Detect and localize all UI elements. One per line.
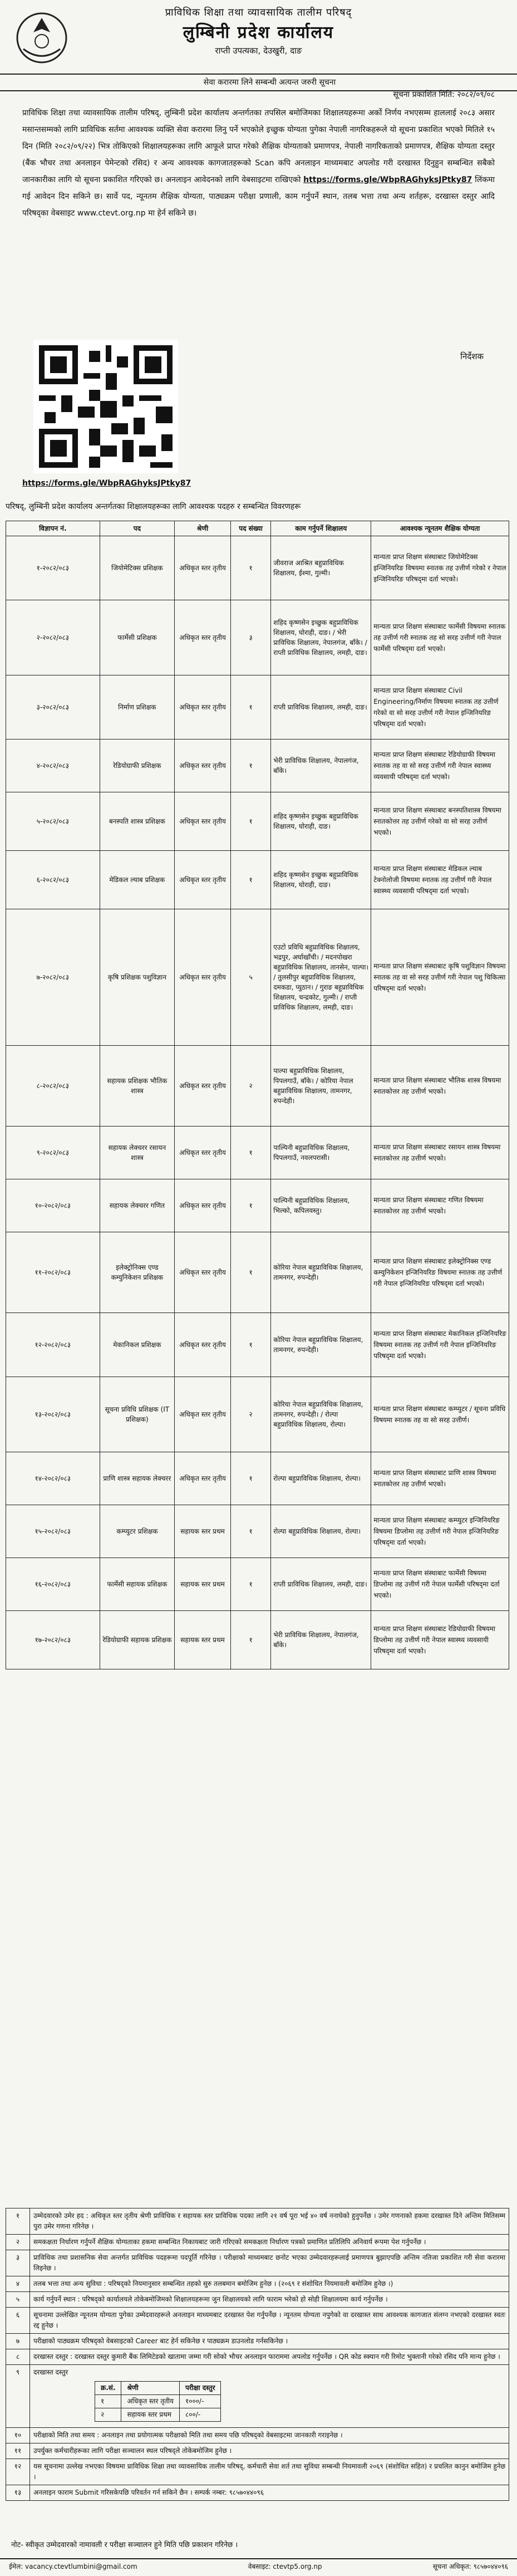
- notes-table: [6, 2208, 509, 2501]
- note-text-content: कार्य गर्नुपर्ने स्थान : परिषद्को कार्यालयले तोकेबमोजिमको शिक्षालयहरूमा जुन शिक्षालयको लागि फाराम भरेको हो सोही शिक्षालयमा कार्य गर्नुपर्नेछ ।: [33, 2295, 388, 2303]
- qual-cell: मान्यता प्राप्त शिक्षण संस्थाबाट रेडियोग्राफी विषयमा स्नातक तह वा सो सरह उत्तीर्ण गरी नेपाल स्वास्थ्य व्यवसायी परिषद्‌मा दर्ता भएको।: [371, 740, 509, 792]
- qual-cell: मान्यता प्राप्त शिक्षण संस्थाबाट मेडिकल ल्याब टेक्नोलोजी विषयमा स्नातक तह उत्तीर्ण गरी नेपाल स्वास्थ्य व्यवसायी परिषद्‌मा दर्ता भएको।: [371, 851, 509, 909]
- fee-header-row: [95, 2382, 221, 2395]
- table-row: [6, 1558, 509, 1611]
- school-cell: शहिद कृष्णसेन इच्छुक बहुप्राविधिक शिक्षालय, घोराही, दाङ।: [271, 851, 371, 909]
- count-cell: १: [230, 1179, 270, 1232]
- school-cell: एउटो प्रविधि बहुप्राविधिक शिक्षालय, भद्रपुर, अर्घाखाँची। / मदनपोखरा बहुप्राविधिक शिक्षालय, तानसेन, पाल्पा। / तुलसीपुर बहुप्राविधिक शिक्षालय, दमकडा, प्युठान। / गुराङ बहुप्राविधिक शिक्षालय, चन्द्रकोट, गुल्मी। / राप्ती प्राविधिक शिक्षालय, लमही, दाङ।: [271, 909, 371, 1046]
- post-cell: जियोमेटिक्स प्रशिक्षक: [100, 536, 175, 600]
- note-row: [6, 2485, 509, 2501]
- count-cell: १: [230, 1127, 270, 1179]
- footer: [0, 2558, 517, 2574]
- qual-cell: मान्यता प्राप्त शिक्षण संस्थाबाट Civil Engineering/निर्माण विषयमा स्नातक तह उत्तीर्ण गरेको वा सो सरह उत्तीर्ण गरी नेपाल इन्जिनियरिङ परिषद्‌मा दर्ता भएको।: [371, 675, 509, 740]
- adv-cell: १५-२०८२/०८३: [6, 1505, 100, 1558]
- note-text: [30, 2443, 509, 2459]
- fee-row: [95, 2408, 221, 2422]
- level-cell: अधिकृत स्तर तृतीय: [175, 600, 231, 675]
- adv-cell: ९-२०८२/०८३: [6, 1127, 100, 1179]
- note-text-content: परीक्षाको पाठ्यक्रम परिषद्को वेबसाइटको Career बाट हेर्न सकिनेछ र पाठ्यक्रम डाउनलोड गर्नसकिनेछ ।: [33, 2337, 288, 2345]
- adv-cell: ७-२०८२/०८३: [6, 909, 100, 1046]
- adv-cell: ६-२०८२/०८३: [6, 851, 100, 909]
- count-cell: १: [230, 851, 270, 909]
- note-text-content: परीक्षाको मिति तथा समय : अनलाइन तथा प्रयोगात्मक परीक्षाको मिति तथा समय पछि परिषद्को वेबसाइटमा जानकारी गराइनेछ ।: [33, 2431, 343, 2439]
- table-row: [6, 1452, 509, 1505]
- level-cell: अधिकृत स्तर तृतीय: [175, 909, 231, 1046]
- note-number: ४: [6, 2276, 30, 2292]
- school-cell: कोरिया नेपाल बहुप्राविधिक शिक्षालय, तामनगर, रुपन्देही।: [271, 1313, 371, 1377]
- note-text-content: सूचनामा उल्लेखित न्यूनतम योग्यता पुगेका उम्मेदवारहरूले अनलाइन माध्यमबाट दरखास्त पेश गर्नुपर्नेछ । न्यूनतम योग्यता नपुगेको वा दरखास्त साथ आवश्यक कागजात संलग्न नभएको दरखास्त स्वतः रद्द हुनेछ ।: [33, 2311, 505, 2329]
- level-cell: अधिकृत स्तर तृतीय: [175, 1232, 231, 1313]
- count-cell: १: [230, 740, 270, 792]
- publish-date: सूचना प्रकाशित मिति: २०८२/०९/०८: [393, 90, 495, 99]
- adv-cell: १-२०८२/०८३: [6, 536, 100, 600]
- school-cell: पाल्पिनी बहुप्राविधिक शिक्षालय, पिपलगाउँ, नवलपरासी।: [271, 1127, 371, 1179]
- school-cell: राप्ती प्राविधिक शिक्षालय, लमही, दाङ।: [271, 1558, 371, 1611]
- note-text: [30, 2485, 509, 2501]
- post-cell: रेडियोग्राफी सहायक प्रशिक्षक: [100, 1611, 175, 1669]
- note-number: ११: [6, 2443, 30, 2459]
- count-cell: १: [230, 1558, 270, 1611]
- fee-header: श्रेणी: [121, 2382, 180, 2395]
- note-text-content: अनलाइन फाराम Submit गरिसकेपछि परिवर्तन गर्न सकिने छैन । सम्पर्क नम्बर: ९८५७०४४०९६: [33, 2489, 264, 2496]
- count-cell: १: [230, 1505, 270, 1558]
- table-caption: परिषद्, लुम्बिनी प्रदेश कार्यालय अन्तर्गतका शिक्षालयहरूका लागि आवश्यक पदहरु र सम्बन्धित विवरणहरू: [6, 502, 301, 511]
- school-cell: कोरिया नेपाल बहुप्राविधिक शिक्षालय, तामनगर, रुपन्देही।: [271, 1232, 371, 1313]
- qual-cell: मान्यता प्राप्त शिक्षण संस्थाबाट बनस्पतिशास्त्र विषयमा स्नातकोत्तर तह उत्तीर्ण गरेको वा सो सरह उत्तीर्ण भएको।: [371, 792, 509, 851]
- level-cell: अधिकृत स्तर तृतीय: [175, 792, 231, 851]
- note-text: [30, 2292, 509, 2308]
- count-cell: १: [230, 675, 270, 740]
- school-cell: राप्ती प्राविधिक शिक्षालय, लमही, दाङ।: [271, 675, 371, 740]
- note-text-content: प्राविधिक तथा प्रशासनिक सेवा अन्तर्गत प्राविधिक पदहरूमा पदपूर्ति गरिनेछ । परीक्षाको माध्यमबाट छनोट भएका उम्मेदवारहरूलाई प्रमाणपत्र बुझाएपछि अन्तिम नतिजा प्रकाशित गरी सेवा करारमा लिइनेछ ।: [33, 2254, 505, 2272]
- table-row: [6, 792, 509, 851]
- note-row: [6, 2428, 509, 2443]
- table-row: [6, 1505, 509, 1558]
- level-cell: सहायक स्तर प्रथम: [175, 1505, 231, 1558]
- note-number: २: [6, 2235, 30, 2250]
- qual-cell: मान्यता प्राप्त शिक्षण संस्थाबाट फार्मेसी विषयमा डिप्लोमा तह उत्तीर्ण गरी नेपाल फार्मेसी परिषद्‌मा दर्ता भएको।: [371, 1558, 509, 1611]
- post-cell: सहायक लेक्चरर रसायन शास्त्र: [100, 1127, 175, 1179]
- qual-cell: मान्यता प्राप्त शिक्षण संस्थाबाट गणित विषयमा स्नातकोत्तर तह उत्तीर्ण भएको।: [371, 1179, 509, 1232]
- table-row: [6, 1313, 509, 1377]
- note-row: [6, 2308, 509, 2334]
- count-cell: ३: [230, 600, 270, 675]
- nepal-emblem-icon: [11, 10, 72, 66]
- note-number: ७: [6, 2334, 30, 2349]
- count-cell: ५: [230, 909, 270, 1046]
- post-cell: इलेक्ट्रोनिक्स एण्ड कम्युनिकेशन प्रशिक्षक: [100, 1232, 175, 1313]
- level-cell: सहायक स्तर प्रथम: [175, 1558, 231, 1611]
- col-school: काम गर्नुपर्ने शिक्षालय: [271, 521, 371, 536]
- intro-text-2: लिंकमा गई आवेदन दिन सकिने छ। सार्वे पद, न्यूनतम शैक्षिक योग्यता, पाठ्यक्रम परीक्षा प्रणाली, काम गर्नुपर्ने स्थान, तलब भत्ता तथा अन्य शर्तहरू, दरखास्त दस्तुर आदि परिषद्का वेबसाइट www.ctevt.org.np मा हेर्न सकिने छ।: [22, 175, 495, 218]
- table-row: [6, 1611, 509, 1669]
- council-name: प्राविधिक शिक्षा तथा व्यावसायिक तालीम परिषद्: [165, 7, 352, 18]
- note-number: १०: [6, 2428, 30, 2443]
- adv-cell: ४-२०८२/०८३: [6, 740, 100, 792]
- note-text: [30, 2334, 509, 2349]
- qual-cell: मान्यता प्राप्त शिक्षण संस्थाबाट भौतिक शास्त्र विषयमा स्नातकोत्तर तह उत्तीर्ण भएको।: [371, 1046, 509, 1127]
- note-text: [30, 2276, 509, 2292]
- count-cell: २: [230, 1046, 270, 1127]
- level-cell: सहायक स्तर प्रथम: [175, 1611, 231, 1669]
- note-row: [6, 2459, 509, 2485]
- fee-header: परीक्षा दस्तुर: [179, 2382, 221, 2395]
- qual-cell: मान्यता प्राप्त शिक्षण संस्थाबाट रसायन शास्त्र विषयमा स्नातकोत्तर तह उत्तीर्ण भएको।: [371, 1127, 509, 1179]
- note-row: [6, 2334, 509, 2349]
- adv-cell: ८-२०८२/०८३: [6, 1046, 100, 1127]
- post-cell: फार्मेसी प्रशिक्षक: [100, 600, 175, 675]
- note-text-content: दरखास्त दस्तुर : दरखास्त दस्तुर कुमारी बैंक लिमिटेडको खातामा जम्मा गरी सोको भौचर अनलाइन फाराममा अपलोड गर्नुपर्नेछ । QR कोड स्क्यान गरी रिमोट भुक्तानी गरेको रसिद पनि मान्य हुनेछ ।: [33, 2353, 500, 2360]
- note-text-content: यस सूचनामा उल्लेख नभएका विषयमा प्राविधिक शिक्षा तथा व्यावसायिक तालीम परिषद्, कर्मचारी सेवा शर्त तथा सुविधा सम्बन्धी नियमावली २०६९ (संशोधित सहित) र प्रचलित कानुन बमोजिम हुनेछ ।: [33, 2462, 505, 2481]
- school-cell: शहिद कृष्णसेन इच्छुक बहुप्राविधिक शिक्षालय, घोराही, दाङ।: [271, 792, 371, 851]
- fee-cell: ८००/-: [179, 2408, 221, 2422]
- adv-cell: ११-२०८२/०८३: [6, 1232, 100, 1313]
- school-cell: भेरी प्राविधिक शिक्षालय, नेपालगंज, बाँके।: [271, 1611, 371, 1669]
- count-cell: २: [230, 1377, 270, 1452]
- qual-cell: मान्यता प्राप्त शिक्षण संस्थाबाट कम्प्युटर इन्जिनियरिङ विषयमा डिप्लोमा तह उत्तीर्ण गरी नेपाल इन्जिनियरिङ परिषद्‌मा दर्ता भएको।: [371, 1505, 509, 1558]
- table-row: [6, 740, 509, 792]
- qual-cell: मान्यता प्राप्त शिक्षण संस्थाबाट रेडियोग्राफी विषयमा डिप्लोमा तह उत्तीर्ण गरी नेपाल स्वास्थ्य व्यवसायी परिषद्‌मा दर्ता भएको।: [371, 1611, 509, 1669]
- note-row: [6, 2276, 509, 2292]
- count-cell: १: [230, 536, 270, 600]
- post-cell: निर्माण प्रशिक्षक: [100, 675, 175, 740]
- intro-text: प्राविधिक शिक्षा तथा व्यावसायिक तालीम परिषद्, लुम्बिनी प्रदेश कार्यालय अन्तर्गतका तपसिल बमोजिमका शिक्षालयहरूमा अर्को निर्णय नभएसम्म हाललाई २०८३ असार मसान्तसम्मको लागि प्राविधिक सर्तमा आवश्यक व्यक्ति सेवा करारमा लिनु पर्ने भएकोले इच्छुक योग्यता पुगेका नेपाली नागरिकहरूले यो सूचना प्रकाशित भएको मितिले १५ दिन (मिति २०८२/०९/२२) भित्र तोकिएको शिक्षालयहरूका लागि आफूले प्राप्त गरेको शैक्षिक योग्यताको प्रमाणपत्र, नेपाली नागरिकताको प्रमाणपत्र, शैक्षिक योग्यता दस्तुर (बैंक भौचर तथा अनलाइन पेमेन्टको रसिद) र अन्य आवश्यक कागजातहरूको Scan कपि अनलाइन माध्यमबाट अपलोड गरी दरखास्त दिनुहुन सम्बन्धित सबैको जानकारीका लागि यो सूचना प्रकाशित गरिएको छ। अनलाइन आवेदनको लागि वेबसाइटमा राखिएको: [22, 109, 495, 184]
- note-text-content: समकक्षता निर्धारण गर्नुपर्ने शैक्षिक योग्यताका हकमा सम्बन्धित निकायबाट जारी गरिएको समकक्षता निर्धारण पत्रको प्रमाणित प्रतिलिपि अनिवार्य रूपमा पेश गर्नुपर्नेछ ।: [33, 2238, 426, 2246]
- qual-cell: मान्यता प्राप्त शिक्षण संस्थाबाट इलेक्ट्रोनिक्स एण्ड कम्युनिकेशन इन्जिनियरिङ विषयमा स्नातक तह उत्तीर्ण गरी नेपाल इन्जिनियरिङ परिषद्‌मा दर्ता भएको।: [371, 1232, 509, 1313]
- col-adv: विज्ञापन नं.: [6, 521, 100, 536]
- note-number: १३: [6, 2485, 30, 2501]
- adv-cell: १४-२०८२/०८३: [6, 1452, 100, 1505]
- post-cell: कम्प्युटर प्रशिक्षक: [100, 1505, 175, 1558]
- post-cell: कृषि प्रशिक्षक पशुविज्ञान: [100, 909, 175, 1046]
- level-cell: अधिकृत स्तर तृतीय: [175, 1046, 231, 1127]
- post-cell: सूचना प्रविधि प्रशिक्षक (IT प्रशिक्षक): [100, 1377, 175, 1452]
- table-row: [6, 1046, 509, 1127]
- intro-paragraph: [22, 105, 495, 222]
- note-text-content: उपर्युक्त कर्मचारीहरूका लागि परीक्षा सञ्चालन स्थल परिषद्ले तोकेबमोजिम हुनेछ ।: [33, 2447, 232, 2455]
- post-cell: सहायक प्रशिक्षक भौतिक शास्त्र: [100, 1046, 175, 1127]
- post-cell: फार्मेसी सहायक प्रशिक्षक: [100, 1558, 175, 1611]
- note-row: [6, 2349, 509, 2365]
- fee-row: [95, 2395, 221, 2408]
- post-cell: रेडियोग्राफी प्रशिक्षक: [100, 740, 175, 792]
- table-row: [6, 851, 509, 909]
- footer-email[interactable]: ईमेल: vacancy.ctevtlumbini@gmail.com: [9, 2563, 137, 2570]
- col-level: श्रेणी: [175, 521, 231, 536]
- level-cell: अधिकृत स्तर तृतीय: [175, 1127, 231, 1179]
- school-cell: रोल्पा बहुप्राविधिक शिक्षालय, रोल्पा।: [271, 1452, 371, 1505]
- qual-cell: मान्यता प्राप्त शिक्षण संस्थाबाट फार्मेसी विषयमा स्नातक तह उत्तीर्ण गरी स्नातक तह सो सरह उत्तीर्ण गरी नेपाल फार्मेसी परिषद्‌मा दर्ता भएको।: [371, 600, 509, 675]
- note-text: [30, 2235, 509, 2250]
- school-cell: शहिद कृष्णसेन इच्छुक बहुप्राविधिक शिक्षालय, घोराही, दाङ। / भेरी प्राविधिक शिक्षालय, नेपालगंज, बाँके। / राप्ती प्राविधिक शिक्षालय, लमही, दाङ।: [271, 600, 371, 675]
- note-number: १२: [6, 2459, 30, 2485]
- note-number: ५: [6, 2292, 30, 2308]
- note-text-content: दरखास्त दस्तुर: [33, 2368, 68, 2376]
- table-row: [6, 1232, 509, 1313]
- col-qual: आवश्यक न्यूनतम शैक्षिक योग्यता: [371, 521, 509, 536]
- note-text: [30, 2208, 509, 2235]
- footer-phone: सूचना अधिकृत: ९८५७०४४०९६: [432, 2563, 508, 2570]
- table-header-row: [6, 521, 509, 536]
- note-row: [6, 2250, 509, 2276]
- note-number: १: [6, 2208, 30, 2235]
- adv-cell: ३-२०८२/०८३: [6, 675, 100, 740]
- level-cell: अधिकृत स्तर तृतीय: [175, 1377, 231, 1452]
- vacancy-table: [6, 521, 509, 1669]
- count-cell: १: [230, 1452, 270, 1505]
- note-text-content: तलब भत्ता तथा अन्य सुविधा : परिषद्को नियमानुसार सम्बन्धित तहको सुरु तलबमान बमोजिम हुनेछ । (२०६९ र संशोधित नियमावली बमोजिम हुनेछ ।): [33, 2280, 393, 2288]
- note-text: [30, 2459, 509, 2485]
- qual-cell: मान्यता प्राप्त शिक्षण संस्थाबाट प्राणि शास्त्र विषयमा स्नातकोत्तर तह उत्तीर्ण भएको।: [371, 1452, 509, 1505]
- table-row: [6, 909, 509, 1046]
- school-cell: रोल्पा बहुप्राविधिक शिक्षालय, रोल्पा।: [271, 1505, 371, 1558]
- school-cell: कोरिया नेपाल बहुप्राविधिक शिक्षालय, तामनगर, रुपन्देही। / रोल्पा बहुप्राविधिक शिक्षालय, रोल्पा।: [271, 1377, 371, 1452]
- office-address: राप्ती उपत्यका, देउखुरी, दाङ: [215, 46, 302, 56]
- adv-cell: ५-२०८२/०८३: [6, 792, 100, 851]
- level-cell: अधिकृत स्तर तृतीय: [175, 1179, 231, 1232]
- table-row: [6, 536, 509, 600]
- qual-cell: मान्यता प्राप्त शिक्षण संस्थाबाट कम्प्युटर / सूचना प्रविधि विषयमा स्नातक तह वा सो सरह उत्तीर्ण।: [371, 1377, 509, 1452]
- note-row: [6, 2443, 509, 2459]
- count-cell: १: [230, 1232, 270, 1313]
- adv-cell: १७-२०८२/०८३: [6, 1611, 100, 1669]
- level-cell: अधिकृत स्तर तृतीय: [175, 536, 231, 600]
- note-row: [6, 2365, 509, 2428]
- adv-cell: १०-२०८२/०८३: [6, 1179, 100, 1232]
- note-text-content: उम्मेदवारको उमेर हद : अधिकृत स्तर तृतीय श्रेणी प्राविधिक र सहायक स्तर प्राविधिक पदका लागि २१ वर्ष पूरा भई ४० वर्ष ननाघेको हुनुपर्नेछ । उमेर गणनाको हकमा दरखास्त दिने अन्तिम मितिसम्म पुरा उमेर गणना गरिनेछ ।: [33, 2212, 505, 2230]
- form-link[interactable]: https://forms.gle/WbpRAGhyksJPtky87: [303, 175, 472, 184]
- note-row: [6, 2292, 509, 2308]
- level-cell: अधिकृत स्तर तृतीय: [175, 1313, 231, 1377]
- level-cell: अधिकृत स्तर तृतीय: [175, 740, 231, 792]
- col-count: पद संख्या: [230, 521, 270, 536]
- school-cell: पाल्पिनी बहुप्राविधिक शिक्षालय, भिल्को, कपिलवस्तु।: [271, 1179, 371, 1232]
- footer-website[interactable]: वेबसाइट: ctevtp5.org.np: [248, 2563, 322, 2570]
- school-cell: भेरी प्राविधिक शिक्षालय, नेपालगंज, बाँके।: [271, 740, 371, 792]
- note-text: [30, 2428, 509, 2443]
- col-post: पद: [100, 521, 175, 536]
- note-text: [30, 2349, 509, 2365]
- qr-form-link[interactable]: https://forms.gle/WbpRAGhyksJPtky87: [22, 479, 191, 488]
- post-cell: प्राणि शास्त्र सहायक लेक्चरर: [100, 1452, 175, 1505]
- note-row: [6, 2208, 509, 2235]
- fee-table: [95, 2381, 221, 2422]
- note-number: ९: [6, 2365, 30, 2428]
- qr-code-icon[interactable]: [33, 340, 178, 473]
- letterhead: [0, 6, 517, 87]
- post-cell: मेकानिकल प्रशिक्षक: [100, 1313, 175, 1377]
- fee-cell: सहायक स्तर प्रथम: [121, 2408, 180, 2422]
- table-row: [6, 675, 509, 740]
- qual-cell: मान्यता प्राप्त शिक्षण संस्थाबाट जियोमेटिक्स इन्जिनियरिङ विषयमा स्नातक तह उत्तीर्ण गरेको र नेपाल इन्जिनियरिङ परिषद्‌मा दर्ता भएको।: [371, 536, 509, 600]
- fee-cell: १०००/-: [179, 2395, 221, 2408]
- fee-cell: २: [95, 2408, 121, 2422]
- note-text: [30, 2308, 509, 2334]
- adv-cell: १२-२०८२/०८३: [6, 1313, 100, 1377]
- count-cell: १: [230, 1313, 270, 1377]
- note-number: ६: [6, 2308, 30, 2334]
- note-number: ८: [6, 2349, 30, 2365]
- school-cell: जीवराज आश्रित बहुप्राविधिक शिक्षालय, ईश्मा, गुल्मी।: [271, 536, 371, 600]
- fee-cell: अधिकृत स्तर तृतीय: [121, 2395, 180, 2408]
- table-row: [6, 600, 509, 675]
- office-name: लुम्बिनी प्रदेश कार्यालय: [183, 23, 334, 42]
- table-row: [6, 1127, 509, 1179]
- school-cell: पाल्पा बहुप्राविधिक शिक्षालय, पिपलगाउँ, बाँके। / कोरिया नेपाल बहुप्राविधिक शिक्षालय, तामनगर, रुपन्देही।: [271, 1046, 371, 1127]
- level-cell: अधिकृत स्तर तृतीय: [175, 675, 231, 740]
- note-text: [30, 2250, 509, 2276]
- note-row: [6, 2235, 509, 2250]
- count-cell: १: [230, 792, 270, 851]
- adv-cell: २-२०८२/०८३: [6, 600, 100, 675]
- notes-section: [6, 2208, 509, 2501]
- fee-header: क्र.सं.: [95, 2382, 121, 2395]
- fee-cell: १: [95, 2395, 121, 2408]
- count-cell: १: [230, 1611, 270, 1669]
- adv-cell: १३-२०८२/०८३: [6, 1377, 100, 1452]
- qual-cell: मान्यता प्राप्त शिक्षण संस्थाबाट कृषि पशुविज्ञान विषयमा स्नातक तह वा सो सरह उत्तीर्ण गरी नेपाल पशु चिकित्सा परिषद्‌मा दर्ता भएको।: [371, 909, 509, 1046]
- note-text: [30, 2365, 509, 2428]
- level-cell: अधिकृत स्तर तृतीय: [175, 1452, 231, 1505]
- post-cell: सहायक लेक्चरर गणित: [100, 1179, 175, 1232]
- director-signature: निर्देशक: [460, 351, 484, 361]
- adv-cell: १६-२०८२/०८३: [6, 1558, 100, 1611]
- table-row: [6, 1179, 509, 1232]
- qual-cell: मान्यता प्राप्त शिक्षण संस्थाबाट मेकानिकल इन्जिनियरिङ विषयमा स्नातक तह उत्तीर्ण गरी नेपाल इन्जिनियरिङ परिषद्‌मा दर्ता भएको।: [371, 1313, 509, 1377]
- footnote: नोट- स्वीकृत उम्मेदवारको नामावली र परीक्षा सञ्चालन हुने मिति पछि प्रकाशन गरिनेछ ।: [11, 2541, 238, 2549]
- post-cell: बनस्पति शास्त्र प्रशिक्षक: [100, 792, 175, 851]
- notice-title: सेवा करारमा लिने सम्बन्धी अत्यन्त जरुरी सूचना: [0, 74, 517, 91]
- table-row: [6, 1377, 509, 1452]
- note-number: ३: [6, 2250, 30, 2276]
- post-cell: मेडिकल ल्याब प्रशिक्षक: [100, 851, 175, 909]
- level-cell: अधिकृत स्तर तृतीय: [175, 851, 231, 909]
